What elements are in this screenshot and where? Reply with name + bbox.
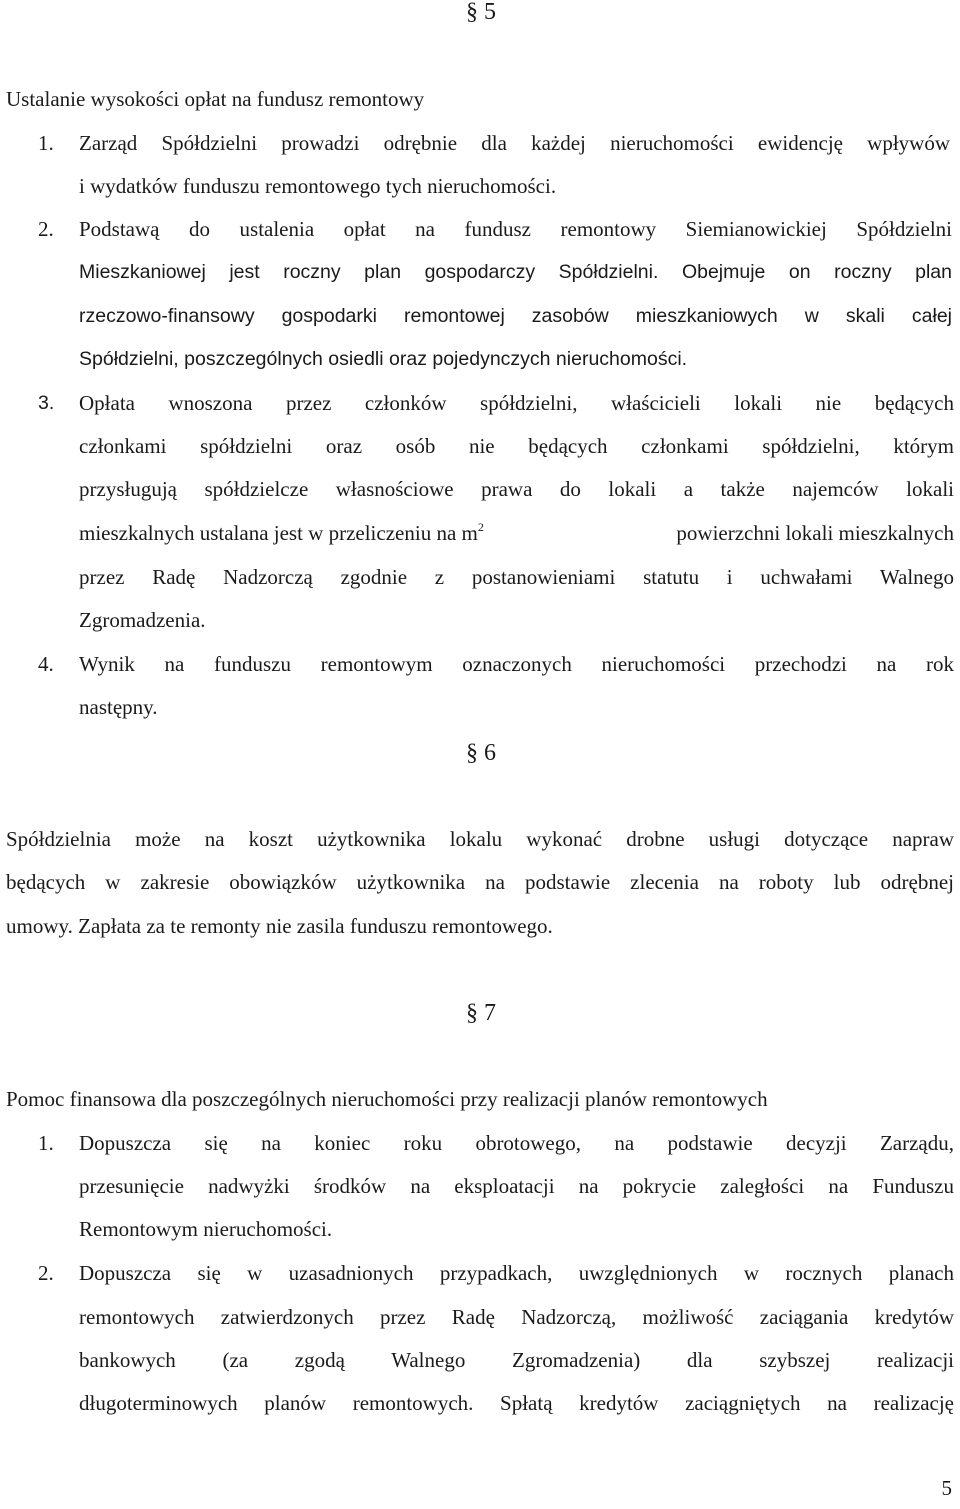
list-item-line: Zgromadzenia. xyxy=(79,608,206,632)
list-item-line: Remontowym nieruchomości. xyxy=(79,1217,333,1241)
section-5-mark: § 5 xyxy=(466,0,496,25)
list-item-line: przesunięcie nadwyżki środków na eksploatacji na pokrycie zaległości na Funduszu xyxy=(79,1174,954,1198)
section-7-mark: § 7 xyxy=(466,1000,496,1026)
list-item-number: 2. xyxy=(38,1261,54,1285)
list-item-line: remontowych zatwierdzonych przez Radę Nadzorczą, możliwość zaciągania kredytów xyxy=(79,1305,954,1329)
list-item-number: 2. xyxy=(38,217,54,241)
list-item-number: 1. xyxy=(38,131,54,155)
list-item-line: Wynik na funduszu remontowym oznaczonych nieruchomości przechodzi na rok xyxy=(79,652,954,676)
list-item-line: Opłata wnoszona przez członków spółdzielni, właścicieli lokali nie będących xyxy=(79,391,954,415)
list-item-line: Dopuszcza się w uzasadnionych przypadkach, uwzględnionych w rocznych planach xyxy=(79,1261,954,1285)
list-item-line: przez Radę Nadzorczą zgodnie z postanowieniami statutu i uchwałami Walnego xyxy=(79,565,954,589)
paragraph-line: Spółdzielnia może na koszt użytkownika lokalu wykonać drobne usługi dotyczące napraw xyxy=(6,827,954,851)
paragraph-line: umowy. Zapłata za te remonty nie zasila funduszu remontowego. xyxy=(6,914,553,938)
list-item-line: następny. xyxy=(79,695,158,719)
section-7-heading: Pomoc finansowa dla poszczególnych nieruchomości przy realizacji planów remontowych xyxy=(6,1087,768,1111)
list-item-line: Zarząd Spółdzielni prowadzi odrębnie dla każdej nieruchomości ewidencję wpływów xyxy=(79,131,950,155)
list-item-line: Spółdzielni, poszczególnych osiedli oraz pojedynczych nieruchomości. xyxy=(79,348,688,370)
page-number: 5 xyxy=(941,1476,952,1500)
list-item-line: i wydatków funduszu remontowego tych nieruchomości. xyxy=(79,174,557,198)
section-5-heading: Ustalanie wysokości opłat na fundusz remontowy xyxy=(6,87,425,111)
list-item-line-with-unit xyxy=(79,520,484,546)
list-item-line: Podstawą do ustalenia opłat na fundusz remontowy Siemianowickiej Spółdzielni xyxy=(79,217,952,241)
list-item-line: Dopuszcza się na koniec roku obrotowego, na podstawie decyzji Zarządu, xyxy=(79,1131,954,1155)
list-item-line-part: powierzchni lokali mieszkalnych xyxy=(676,521,954,545)
paragraph-line: będących w zakresie obowiązków użytkownika na podstawie zlecenia na roboty lub odrębnej xyxy=(6,870,954,894)
list-item-line: członkami spółdzielni oraz osób nie będących członkami spółdzielni, którym xyxy=(79,434,954,458)
list-item-line: rzeczowo-finansowy gospodarki remontowej zasobów mieszkaniowych w skali całej xyxy=(79,305,952,327)
list-item-line: Mieszkaniowej jest roczny plan gospodarczy Spółdzielni. Obejmuje on roczny plan xyxy=(79,261,952,283)
superscript-2: 2 xyxy=(477,520,484,534)
list-item-number: 1. xyxy=(38,1131,54,1155)
list-item-number: 4. xyxy=(38,652,54,676)
list-item-line-part: mieszkalnych ustalana jest w przeliczeniu na m xyxy=(79,521,478,545)
list-item-line: bankowych (za zgodą Walnego Zgromadzenia) dla szybszej realizacji xyxy=(79,1348,954,1372)
list-item-line: przysługują spółdzielcze własnościowe prawa do lokali a także najemców lokali xyxy=(79,477,954,501)
section-6-mark: § 6 xyxy=(466,740,496,766)
list-item-number: 3. xyxy=(38,392,55,414)
list-item-line: długoterminowych planów remontowych. Spłatą kredytów zaciągniętych na realizację xyxy=(79,1391,954,1415)
